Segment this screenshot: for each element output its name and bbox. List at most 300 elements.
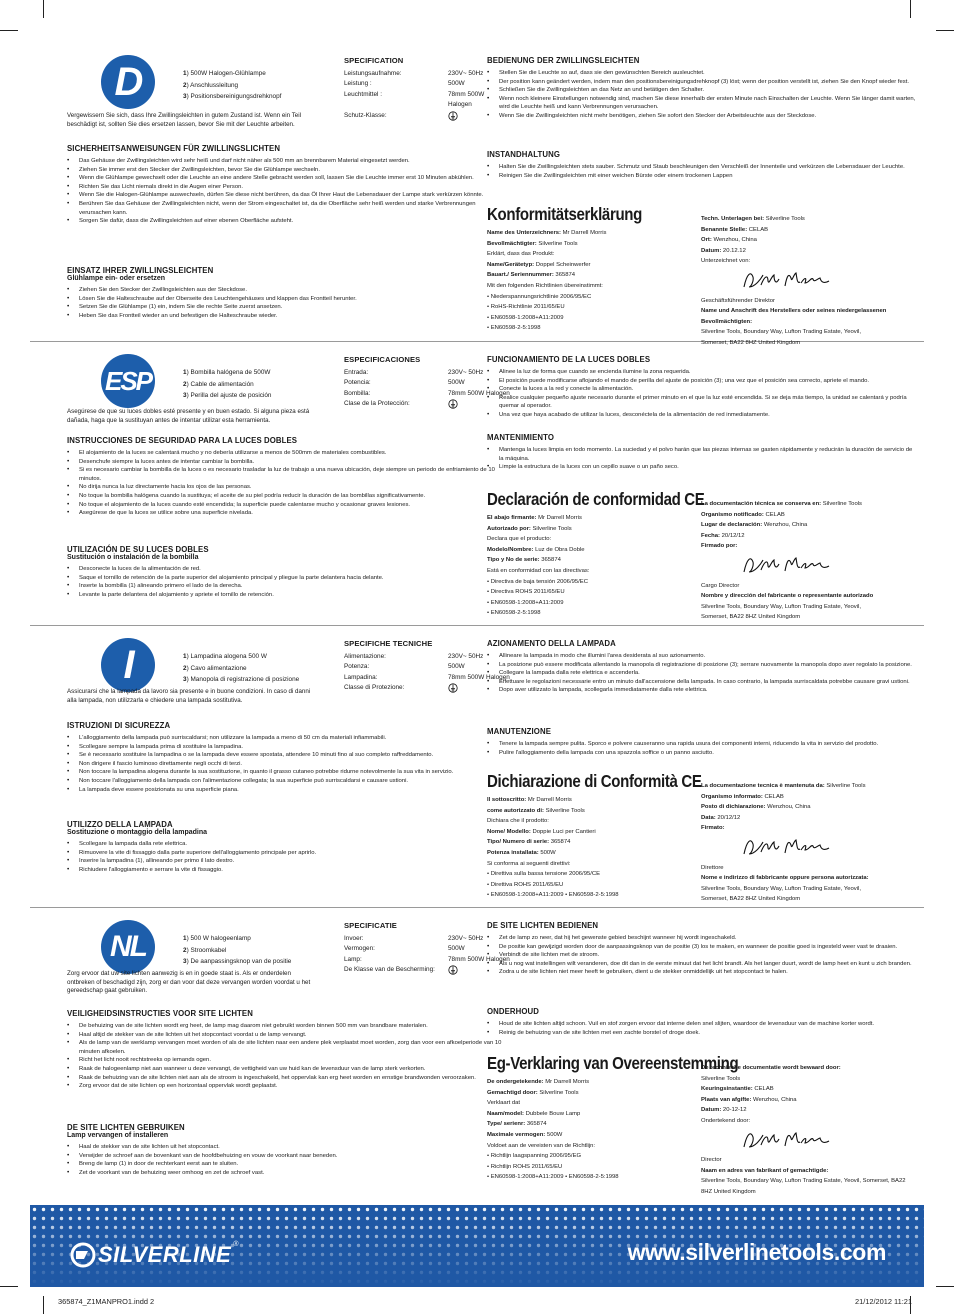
bullet-item: • Non toccare l'alloggiamento della lampada con l'alimentazione collegata; la sua superficie può surriscaldarsi e causare ustioni. [67,777,507,786]
safety-block [67,1009,507,1091]
declaration-line [701,813,917,824]
declaration-label: Ort: [701,237,712,244]
declaration-value: Silverline Tools, Boundary Way, Lufton Trading Estate, Yeovil, [701,329,862,336]
declaration-value: Wenzhou, China [765,804,811,811]
bullet-item: • Wenn noch kleinere Einstellungen notwendig sind, machen Sie diese innerhalb der ersten Minute nach Einschalten der Leuchte. Wenn Sie länger damit warten, wird die Leuchte heiß und kann Verbrennungen verursachen. [487,95,917,112]
left-column [67,909,515,1204]
declaration-line [487,1151,687,1162]
spec-value: 78mm 500W [448,90,485,98]
bullet-item: • Stellen Sie die Leuchte so auf, dass sie den gewünschten Bereich ausleuchtet. [487,69,917,78]
declaration-label: Keuringsinstantie: [701,1086,753,1093]
declaration-value: 20-12-12 [721,1107,747,1114]
part-item [183,674,299,686]
declaration-line [701,256,917,267]
spec-value: 230V~ 50Hz [448,69,484,77]
part-label: ) Stroomkabel [186,946,227,954]
declaration-label: Fecha: [701,532,720,539]
declaration-line [487,795,687,806]
bullet-item: • De behuizing van de site lichten wordt erg heet, de lamp mag daarom niet gebruikt worden binnen 500 mm van brandbare materialen. [67,1022,507,1031]
usage-subheading: Lamp vervangen of installeren [67,1132,169,1139]
declaration-value: • Directiva de baja tensión 2006/95/EC [487,578,588,585]
bullet-item: • Rimuovere la vite di fissaggio dalla parte superiore dell'alloggiamento principale per aprirlo. [67,849,507,858]
declaration-line [487,608,687,619]
bullet-item: • Heben Sie das Frontteil wieder an und befestigen die Halteschraube wieder. [67,312,507,321]
declaration-line [701,1084,917,1095]
spec-key: Invoer: [344,934,364,942]
spec-key: Classe di Protezione: [344,684,405,691]
usage-heading: UTILIZACIÓN DE SU LUCES DOBLES [67,545,209,554]
declaration-line [701,1116,917,1127]
bullet-item: • Verwijder de schroef aan de bovenkant van de hoofdbehuizing en vouw de voorkant naar beneden. [67,1152,507,1161]
operation-heading: BEDIENUNG DER ZWILLINGSLEICHTEN [487,56,640,65]
declaration-label: Modelo/Nombre: [487,546,534,553]
declaration-label: Benannte Stelle: [701,226,748,233]
language-badge: ESP [101,354,155,408]
bullet-item: • Realice cualquier pequeño ajuste necesario durante el primer minuto en el que la luz esté encendida. Si se deja más tiempo, la unidad se calentará y podría quemar al operador. [487,394,917,411]
declaration-block [487,1053,917,1195]
declaration-value: CELAB [762,793,784,800]
declaration-label: Naam en adres van fabrikant of gemachtigde: [701,1167,829,1174]
declaration-line [701,602,917,613]
logo-wordmark: SILVERLINE [98,1242,232,1267]
right-column [487,909,919,1204]
section-es [30,343,924,625]
bullet-item: • Wenn Sie die Halogen-Glühlampe auswechseln, dürfen Sie diese nicht berühren, da das Öl Ihrer Haut die Lebensdauer der Lampe stark verkürzen könnte. [67,191,507,200]
safety-heading: VEILIGHEIDSINSTRUCTIES VOOR SITE LICHTEN [67,1009,253,1018]
maintenance-list [487,163,917,180]
bullet-item: • Zorg ervoor dat de site lichten op een horizontaal oppervlak wordt geplaatst. [67,1082,507,1091]
declaration-value: 20.12.12 [721,247,746,254]
declaration-label: Autorizado por: [487,525,531,532]
part-number: 3 [183,392,187,399]
declaration-line [487,598,687,609]
declaration-line [701,884,917,895]
maintenance-list [487,446,917,472]
signature-icon [741,836,833,858]
left-column [67,44,515,340]
declaration-label: Tipo y No de serie: [487,557,540,564]
bullet-item: • No toque el alojamiento de la luces cuando esté encendida; la superficie puede calentarse mucho y ocasionar graves lesiones. [67,501,507,510]
bullet-item: • Haal altijd de stekker van de site lichten uit het stopcontact voordat u de lamp vervangt. [67,1031,507,1040]
declaration-label: Nome e indirizzo di fabbricante oppure persona autorizzata: [701,875,869,882]
declaration-line [487,806,687,817]
bullet-item: • Saque el tornillo de retención de la parte superior del alojamiento principal y pliegue la parte delantera hacia delante. [67,574,507,583]
maintenance-heading: ONDERHOUD [487,1007,540,1016]
declaration-label: Posto di dichiarazione: [701,804,766,811]
part-label: ) De aanpassingsknop van de positie [186,958,292,965]
slug-date: 21/12/2012 11:21 [855,1297,912,1306]
bullet-item: • Reinig de behuizing van de site lichten met een zachte borstel of droge doek. [487,1029,917,1038]
specification-title: ESPECIFICACIONES [344,355,421,364]
spec-value: 500W [448,945,465,952]
parts-list [183,68,281,103]
declaration-line [487,827,687,838]
usage-heading: UTILIZZO DELLA LAMPADA [67,820,173,829]
declaration-value: • EN60598-1:2008+A11:2009 • EN60598-2-5:1998 [487,1174,619,1181]
declaration-line [487,281,687,292]
declaration-value: Geschäftsführender Direktor [701,297,775,304]
bullet-item: • Allineare la lampada in modo che illumini l'area desiderata al suo azionamento. [487,652,917,661]
spec-key: Alimentazione: [344,652,386,660]
logo-emblem-icon [70,1242,96,1268]
declaration-label: Datum: [701,1107,722,1114]
bullet-item: • Collegare la lampada dalla rete elettrica e accenderla. [487,669,917,678]
declaration-label: Organismo informato: [701,793,763,800]
declaration-value: Silverline Tools [821,501,862,507]
declaration-line [701,1063,917,1074]
bullet-item: • Inserte la bombilla (1) alineando primero el lado de la derecha. [67,582,507,591]
signature [741,269,833,296]
declaration-line [701,246,917,257]
declaration-value: Doppie Luci per Cantieri [530,828,596,835]
declaration-value: • Direttiva sulla bassa tensione 2006/95/CE [487,871,601,878]
part-number: 3 [183,958,187,965]
declaration-value: • Richtlijn ROHS 2011/65/EU [487,1163,563,1170]
bullet-item: • Desconecte la luces de la alimentación de red. [67,565,507,574]
declaration-line [701,499,917,510]
declaration-label: Lugar de declaración: [701,522,763,529]
part-number: 1 [183,653,187,660]
spec-key: Clase de la Protección: [344,400,410,407]
declaration-value: • EN60598-1:2008+A11:2009 [487,599,564,606]
part-label: ) Manopola di registrazione di posizione [186,676,300,683]
spec-key: Entrada: [344,368,369,376]
declaration-line [487,837,687,848]
part-item [183,933,291,945]
bullet-item: • El alojamiento de la luces se calentará mucho y no debería utilizarse a menos de 500mm de materiales combustibles. [67,449,507,458]
part-number: 2 [183,946,187,954]
bullet-item: • Tenere la lampada sempre pulita. Sporco e polvere causeranno una rapida usura dei componenti interni, riducendo la vita in servizio del prodotto. [487,740,917,749]
declaration-line [487,587,687,598]
maintenance-block [487,1007,917,1037]
part-item [183,91,281,103]
footer-url[interactable]: www.silverlinetools.com [627,1239,886,1265]
operation-list [487,69,917,121]
operation-list [487,368,917,420]
declaration-value: Silverline Tools [824,783,866,789]
maintenance-block [487,150,917,180]
part-item [183,663,299,675]
declaration-line [701,1105,917,1116]
bullet-item: • Das Gehäuse der Zwillingsleichten wird sehr heiß und darf nicht näher als 500 mm an brennbarem Material eingesetzt werden. [67,157,507,166]
part-number: 3 [183,93,187,100]
declaration-left [487,513,687,619]
usage-heading: EINSATZ IHRER ZWILLINGSLEICHTEN [67,266,214,275]
declaration-value: Doppel Scheinwerfer [534,261,591,268]
part-label: ) Anschlussleitung [186,81,239,89]
part-label: ) Bombilla halógena de 500W [186,369,271,376]
bullet-item: • Schließen Sie die Zwillingsleichten an das Netz an und betätigen den Schalter. [487,86,917,95]
maintenance-block [487,727,917,757]
declaration-value: Cargo Director [701,582,740,589]
spec-value: 500W [448,379,465,386]
declaration-value: Luz de Obra Doble [533,546,585,553]
declaration-line [487,577,687,588]
declaration-line [487,859,687,870]
declaration-line [701,873,917,884]
declaration-line [701,520,917,531]
spec-value: 230V~ 50Hz [448,934,484,942]
declaration-line [701,327,917,338]
signature-icon [741,269,833,291]
declaration-line [487,1109,687,1120]
declaration-label: Data: [701,814,716,821]
declaration-line [487,545,687,556]
declaration-value: CELAB [747,226,769,233]
declaration-line [487,555,687,566]
declaration-value: • RoHS-Richtlinie 2011/65/EU [487,304,565,311]
parts-list [183,651,299,686]
spec-key: Schutz-Klasse: [344,111,387,119]
declaration-line [701,581,917,592]
part-number: 3 [183,676,187,683]
part-number: 1 [183,70,187,77]
signature [741,554,833,581]
declaration-label: El abajo firmante: [487,515,537,521]
declaration-line [701,781,917,792]
declaration-line [701,1074,917,1085]
declaration-value: Si conforma ai seguenti direttivi: [487,860,571,867]
declaration-value: Mr Darrell Morris [526,797,572,803]
declaration-left [487,1077,687,1183]
declaration-label: Name/Gerätetyp: [487,261,535,268]
declaration-right [701,214,917,349]
bullet-item: • Una vez que haya acabado de utilizar la luces, desconéctela de la alimentación de red inmediatamente. [487,411,917,420]
bullet-item: • Breng de lamp (1) in door de rechterkant eerst aan te sluiten. [67,1160,507,1169]
declaration-value: CELAB [752,1086,774,1093]
declaration-line [701,894,917,905]
declaration-value: Wenzhou, China [751,1096,797,1103]
declaration-line [701,792,917,803]
spec-key: Leistung : [344,80,372,87]
crop-mark [936,30,954,31]
part-label: ) Cable de alimentación [186,380,254,388]
spec-key: Leuchtmittel : [344,90,383,98]
declaration-label: Bevollmächtigter: [487,240,537,247]
operation-block [487,56,917,121]
declaration-value: Mr Darrell Morris [543,1079,590,1085]
declaration-right [701,1063,917,1198]
bullet-item: • Zet de lamp zo neer, dat hij het gewenste gebied beschijnt wanneer hij wordt ingeschakeld. [487,934,917,943]
usage-subheading: Sustitución o instalación de la bombilla [67,554,199,561]
part-item [183,956,291,968]
bullet-item: • Conecte la luces a la red y conecte la alimentación. [487,385,917,394]
intro-text: Asegúrese de que su luces dobles esté presente y en buen estado. Si alguna pieza está dañada, haga que la sustituyan antes de intentar utilizar esta herramienta. [67,408,310,424]
declaration-label: Firmado por: [701,543,738,550]
declaration-line [701,591,917,602]
language-badge: I [101,638,155,692]
crop-mark [910,0,911,18]
declaration-value: Wenzhou, China [762,522,808,529]
declaration-label: Type/ serienr: [487,1121,526,1128]
declaration-line [487,228,687,239]
spec-value: 230V~ 50Hz [448,652,484,660]
declaration-value: • EN60598-2-5:1998 [487,325,541,332]
maintenance-heading: MANUTENZIONE [487,727,552,736]
declaration-line [701,296,917,307]
declaration-value: Wenzhou, China [711,237,757,244]
declaration-label: De ondergetekende: [487,1079,544,1085]
declaration-label: Datum: [701,247,722,254]
declaration-value: Unterzeichnet von: [701,258,751,265]
slug-file: 365874_Z1MANPRO1.indd 2 [58,1297,155,1306]
declaration-label: come autorizzato di: [487,807,544,814]
signature [741,836,833,863]
part-number: 2 [183,81,187,89]
declaration-line [701,225,917,236]
declaration-label: Firmato: [701,825,725,832]
declaration-line [487,249,687,260]
declaration-title: Dichiarazione di Conformità CE [487,771,702,791]
safety-list [67,1022,507,1091]
declaration-value: Direttore [701,864,724,871]
maintenance-list [487,1020,917,1037]
declaration-value: Silverline Tools, Boundary Way, Lufton Trading Estate, Yeovil, Somerset, BA22 [701,1178,906,1185]
part-item [183,367,271,379]
crop-mark [43,1296,44,1314]
operation-block [487,355,917,420]
declaration-line [701,612,917,623]
declaration-label: Techn. Unterlagen bei: [701,216,765,222]
declaration-label: De technische documentatie wordt bewaard door: [701,1065,841,1071]
declaration-value: 8HZ United Kingdom [701,1188,756,1195]
specification-title: SPECIFICATION [344,56,404,65]
bullet-item: • Non toccare la lampadina alogena durante la sua sostituzione, in quanto il grasso cutaneo potrebbe ridurne notevolmente la sua vita in servizio. [67,768,507,777]
declaration-value: • Directiva ROHS 2011/65/EU [487,589,565,596]
declaration-value: 500W [538,849,556,856]
usage-list [67,1143,507,1177]
declaration-value: CELAB [763,511,785,518]
bullet-item: • Berühren Sie das Gehäuse der Zwillingsleichten nicht, wenn der Strom eingeschaltet ist, da die Oberfläche sehr heiß werden und starke Verbrennungen verursachen kann. [67,200,507,217]
declaration-value: Mr Darrell Morris [536,515,582,521]
bullet-item: • Levante la parte delantera del alojamiento y apriete el tornillo de retención. [67,591,507,600]
usage-block [67,1123,507,1177]
part-item [183,390,271,402]
safety-heading: SICHERHEITSANWEISUNGEN FÜR ZWILLINGSLICHTEN [67,144,281,153]
bullet-item: • L'alloggiamento della lampada può surriscaldarsi; non utilizzare la lampada a meno di 50 cm da materiali infiammabili. [67,734,507,743]
operation-list [487,652,917,695]
declaration-block [487,204,917,346]
declaration-value: 500W [545,1131,563,1138]
maintenance-heading: INSTANDHALTUNG [487,150,561,159]
declaration-title: Eg-Verklaring van Overeenstemming [487,1053,739,1073]
crop-mark [0,1286,18,1287]
operation-heading: AZIONAMENTO DELLA LAMPADA [487,639,616,648]
specification-title: SPECIFICHE TECNICHE [344,639,433,648]
declaration-value: Silverline Tools, Boundary Way, Lufton Trading Estate, Yeovil, [701,603,862,610]
bullet-item: • Reinigen Sie die Zwillingsleichten mit einer weichen Bürste oder einem trockenen Lappen [487,172,917,181]
declaration-line [487,1119,687,1130]
spec-value: 78mm 500W Halogen [448,389,510,397]
declaration-value: Somerset, BA22 8HZ United Kingdom [701,614,801,621]
usage-subheading: Sostituzione o montaggio della lampadina [67,829,208,836]
bullet-item: • Houd de site lichten altijd schoon. Vuil en stof zorgen ervoor dat interne delen snel slijten, waardoor de levensduur van de machine korter wordt. [487,1020,917,1029]
declaration-line [487,292,687,303]
declaration-line [487,869,687,880]
crop-mark [0,30,18,31]
section-divider [30,907,924,908]
declaration-left [487,795,687,901]
declaration-value: • EN60598-1:2008+A11:2009 [487,314,564,321]
declaration-line [701,1176,917,1187]
declaration-value: Dubbele Bouw Lamp [524,1110,581,1117]
bullet-item: • Ziehen Sie immer erst den Stecker der Zwillingsleichten, bevor Sie die Glühlampe wechseln. [67,166,507,175]
part-item [183,80,281,92]
declaration-label: Bauart./ Seriennummer: [487,272,554,279]
declaration-value: Silverline Tools [530,525,572,532]
declaration-label: Nombre y dirección del fabricante o representante autorizado [701,593,874,600]
spec-value: 500W [448,663,465,670]
declaration-label: Organismo notificado: [701,511,764,518]
declaration-value: 20/12/12 [715,814,741,821]
left-column [67,627,515,907]
operation-list [487,934,917,977]
section-de [30,44,924,346]
declaration-line [487,880,687,891]
spec-key: Vermogen: [344,945,375,952]
spec-value: 500W [448,80,465,87]
declaration-line [701,510,917,521]
bullet-item: • Der position kann geändert werden, indem man den positionsbereinigungsdrehknopf (3) löst; wenn der position verstellt ist, ziehen Sie den Knopf wieder fest. [487,78,917,87]
section-divider [30,625,924,626]
declaration-value: Está en conformidad con las directivas: [487,567,590,574]
bullet-item: • Alinee la luz de forma que cuando se encienda ilumine la zona requerida. [487,368,917,377]
declaration-line [487,848,687,859]
declaration-value: Verklaart dat [487,1100,521,1107]
declaration-line [487,1162,687,1173]
bullet-item: • Asegúrese de que la luces se utilice sobre una superficie nivelada. [67,509,507,518]
section-nl [30,909,924,1204]
bullet-item: • Scollegare la lampada dalla rete elettrica. [67,840,507,849]
right-column [487,343,919,625]
declaration-value: Dichiara che il prodotto: [487,818,549,825]
declaration-value: 365874 [539,557,561,564]
declaration-value: Silverline Tools, Boundary Way, Lufton Trading Estate, Yeovil, [701,885,862,892]
maintenance-list [487,740,917,757]
declaration-line [487,1077,687,1088]
part-label: ) 500W Halogen-Glühlampe [186,70,266,77]
declaration-line [701,541,917,552]
declaration-label: Naam/model: [487,1110,524,1117]
usage-list [67,565,507,599]
declaration-line [487,890,687,901]
declaration-line [701,235,917,246]
declaration-label: Maximale vermogen: [487,1131,546,1138]
safety-heading: ISTRUZIONI DI SICUREZZA [67,721,171,730]
signature-icon [741,554,833,576]
declaration-value: • Niederspannungsrichtlinie 2006/95/EC [487,293,592,300]
declaration-line [487,260,687,271]
declaration-label: La documentación técnica se conserva en: [701,501,822,507]
spec-key: Potenza: [344,663,370,670]
part-item [183,945,291,957]
bullet-item: • Non dirigere il fascio luminoso direttamente negli occhi di terzi. [67,760,507,769]
declaration-line [487,1172,687,1183]
declaration-line [487,1098,687,1109]
part-item [183,651,299,663]
declaration-label: Name des Unterzeichners: [487,230,561,236]
bullet-item: • El posición puede modificarse aflojando el mando de perilla del ajuste de posición (3); una vez que el posición sea correcto, apriete el mando. [487,377,917,386]
declaration-line [487,270,687,281]
declaration-line [701,863,917,874]
intro-text: Zorg ervoor dat uw site lichten aanwezig is en in goede staat is. Als er onderdelen ontbreken of beschadigd zijn, zorg er dan voor dat deze vervangen worden voordat u het gereedschap gaat gebruiken. [67,970,311,995]
bullet-item: • Pulire l'alloggiamento della lampada con una spazzola soffice o un panno asciutto. [487,749,917,758]
protection-class-icon [448,399,458,409]
bullet-item: • Setzen Sie die Glühlampe (1) ein, indem Sie die rechte Seite zuerst ansetzen. [67,303,507,312]
bullet-item: • Richt het licht nooit rechtstreeks op iemands ogen. [67,1056,507,1065]
bullet-item: • Limpie la estructura de la luces con un cepillo suave o un paño seco. [487,463,917,472]
bullet-item: • La posizione può essere modificata allentando la manopola di registrazione di posizione (3); serrare nuovamente la manopola dopo aver regolato la posizione. [487,661,917,670]
